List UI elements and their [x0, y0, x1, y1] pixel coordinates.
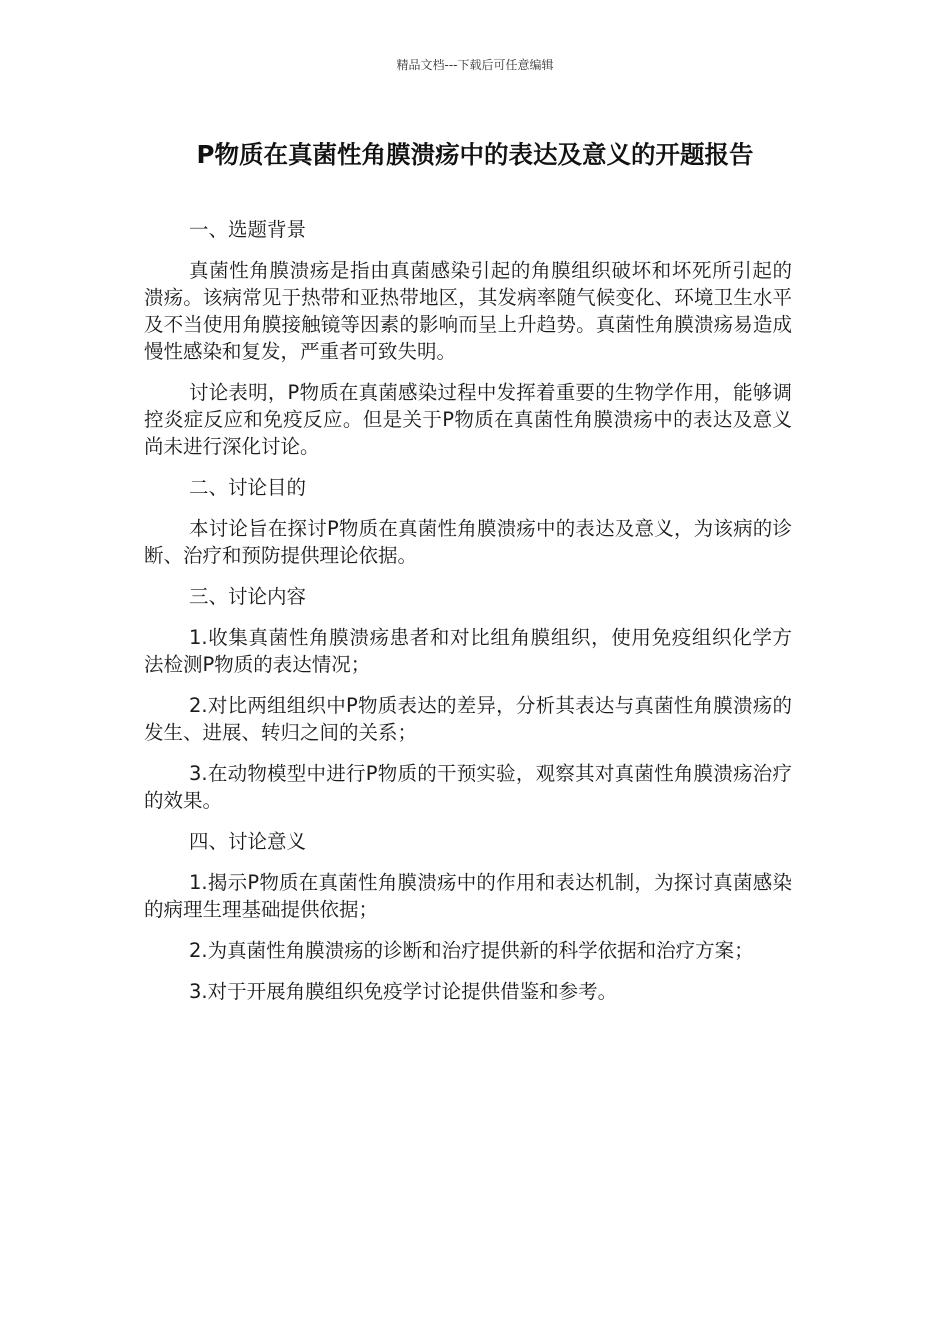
header-note: 精品文档---下载后可任意编辑	[396, 58, 554, 72]
section-content	[144, 583, 792, 814]
section-purpose	[144, 474, 792, 569]
section-heading: 三、讨论内容	[189, 585, 307, 608]
list-item: 3.在动物模型中进行P物质的干预实验，观察其对真菌性角膜溃疡治疗的效果。	[144, 762, 792, 812]
section-heading: 四、讨论意义	[189, 830, 307, 853]
section-heading: 二、讨论目的	[189, 476, 307, 499]
list-item: 3.对于开展角膜组织免疫学讨论提供借鉴和参考。	[189, 980, 618, 1003]
section-heading: 一、选题背景	[189, 218, 307, 241]
document-body	[144, 216, 792, 1019]
document-title: P物质在真菌性角膜溃疡中的表达及意义的开题报告	[196, 140, 754, 169]
list-item: 1.揭示P物质在真菌性角膜溃疡中的作用和表达机制，为探讨真菌感染的病理生理基础提供依据；	[144, 871, 792, 921]
list-item: 2.对比两组组织中P物质表达的差异，分析其表达与真菌性角膜溃疡的发生、进展、转归之间的关系；	[144, 694, 792, 744]
section-background	[144, 216, 792, 460]
paragraph: 讨论表明，P物质在真菌感染过程中发挥着重要的生物学作用，能够调控炎症反应和免疫反应。但是关于P物质在真菌性角膜溃疡中的表达及意义尚未进行深化讨论。	[144, 381, 792, 458]
paragraph: 本讨论旨在探讨P物质在真菌性角膜溃疡中的表达及意义，为该病的诊断、治疗和预防提供理论依据。	[144, 517, 792, 567]
list-item: 1.收集真菌性角膜溃疡患者和对比组角膜组织，使用免疫组织化学方法检测P物质的表达情况；	[144, 626, 792, 676]
list-item: 2.为真菌性角膜溃疡的诊断和治疗提供新的科学依据和治疗方案；	[189, 939, 754, 962]
paragraph: 真菌性角膜溃疡是指由真菌感染引起的角膜组织破坏和坏死所引起的溃疡。该病常见于热带和亚热带地区，其发病率随气候变化、环境卫生水平及不当使用角膜接触镜等因素的影响而呈上升趋势。真菌性角膜溃疡易造成慢性感染和复发，严重者可致失明。	[144, 259, 792, 363]
section-significance	[144, 828, 792, 1005]
